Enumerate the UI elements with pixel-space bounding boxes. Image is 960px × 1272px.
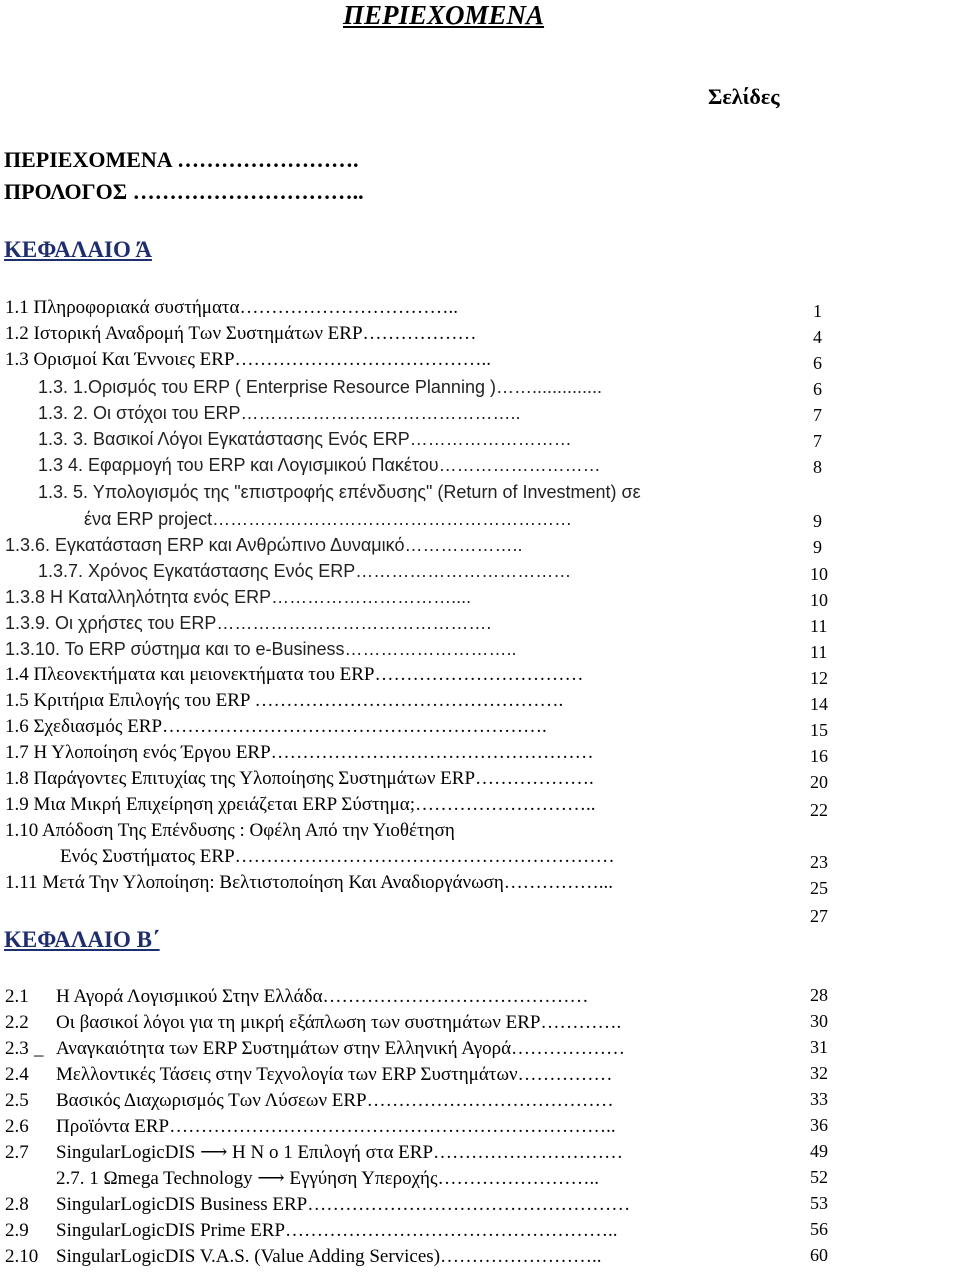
toc-entry[interactable]: Αναγκαιότητα των ERP Συστημάτων στην Ελληνική Αγορά……………… bbox=[56, 1038, 626, 1059]
toc-entry[interactable]: 1.1 Πληροφοριακά συστήματα…………………………….. bbox=[5, 297, 459, 318]
toc-entry[interactable]: ένα ERP project…………………………………………………… bbox=[84, 509, 573, 529]
toc-page-number: 9 bbox=[813, 511, 822, 531]
toc-page-number: 6 bbox=[813, 379, 822, 399]
toc-page-number: 11 bbox=[810, 616, 828, 636]
toc-page-number: 8 bbox=[813, 457, 822, 477]
toc-entry[interactable]: 1.3. 1.Ορισμός του ERP ( Enterprise Resource Planning )…….............. bbox=[38, 377, 602, 397]
toc-entry-number: 2.6 bbox=[5, 1116, 29, 1137]
toc-entry-number: 2.9 bbox=[5, 1220, 29, 1241]
toc-page-number: 16 bbox=[810, 746, 828, 766]
toc-page-number: 56 bbox=[810, 1219, 828, 1239]
toc-page-number: 10 bbox=[810, 590, 828, 610]
toc-entry[interactable]: Μελλοντικές Τάσεις στην Τεχνολογία των ERP Συστημάτων…………… bbox=[56, 1064, 613, 1085]
toc-page-number: 52 bbox=[810, 1167, 828, 1187]
toc-entry[interactable]: 1.3 4. Εφαρμογή του ERP και Λογισμικού Πακέτου……………………… bbox=[38, 455, 601, 475]
chapter-a-heading: ΚΕΦΑΛΑΙΟ Ά bbox=[4, 237, 152, 262]
toc-page-number: 60 bbox=[810, 1245, 828, 1265]
toc-page-number: 4 bbox=[813, 327, 822, 347]
toc-page-number: 36 bbox=[810, 1115, 828, 1135]
toc-entry[interactable]: Προϊόντα ERP…………………………………………………………….. bbox=[56, 1116, 616, 1137]
toc-page-number: 9 bbox=[813, 537, 822, 557]
toc-page-number: 53 bbox=[810, 1193, 828, 1213]
toc-entry[interactable]: SingularLogicDIS ⟶ H N o 1 Επιλογή στα ERP………………………… bbox=[56, 1142, 624, 1163]
toc-entry[interactable]: 1.9 Μια Μικρή Επιχείρηση χρειάζεται ERP Σύστημα;……………………….. bbox=[5, 794, 596, 815]
toc-entry[interactable]: 1.4 Πλεονεκτήματα και μειονεκτήματα του ERP…………………………… bbox=[5, 664, 584, 685]
toc-entry[interactable]: 1.11 Μετά Την Υλοποίηση: Βελτιστοποίηση Και Αναδιοργάνωση……………... bbox=[5, 872, 614, 893]
toc-entry[interactable]: 1.8 Παράγοντες Επιτυχίας της Υλοποίησης Συστημάτων ERP………………. bbox=[5, 768, 594, 789]
toc-entry[interactable]: 1.10 Απόδοση Της Επένδυσης : Οφέλη Από την Υιοθέτηση bbox=[5, 820, 455, 841]
toc-entry[interactable]: SingularLogicDIS V.A.S. (Value Adding Services)…………………….. bbox=[56, 1246, 602, 1267]
toc-page-number: 11 bbox=[810, 642, 828, 662]
toc-front-entry[interactable]: ΠΡΟΛΟΓΟΣ ………………………….. bbox=[4, 179, 364, 204]
toc-page-number: 6 bbox=[813, 353, 822, 373]
toc-entry-number: 2.8 bbox=[5, 1194, 29, 1215]
page-title: ΠΕΡΙΕΧΟΜΕΝΑ bbox=[343, 0, 545, 30]
toc-page-number: 14 bbox=[810, 694, 828, 714]
toc-entry[interactable]: 1.3.6. Εγκατάσταση ERP και Ανθρώπινο Δυναμικό……………….. bbox=[5, 535, 523, 555]
toc-entry[interactable]: Ενός Συστήματος ERP…………………………………………………… bbox=[60, 846, 615, 867]
toc-entry-number: 2.10 bbox=[5, 1246, 39, 1267]
toc-page-number: 20 bbox=[810, 772, 828, 792]
toc-entry[interactable]: 1.7 Η Υλοποίηση ενός Έργου ERP…………………………………………… bbox=[5, 742, 594, 763]
pages-column-header: Σελίδες bbox=[708, 84, 780, 109]
toc-page-number: 7 bbox=[813, 431, 822, 451]
toc-entry[interactable]: Βασικός Διαχωρισμός Των Λύσεων ERP………………………………… bbox=[56, 1090, 614, 1111]
toc-page-number: 10 bbox=[810, 564, 828, 584]
toc-entry[interactable]: 1.5 Κριτήρια Επιλογής του ERP …………………………………………. bbox=[5, 690, 564, 711]
toc-page-number: 32 bbox=[810, 1063, 828, 1083]
toc-entry-number: 2.4 bbox=[5, 1064, 29, 1085]
toc-page-number: 33 bbox=[810, 1089, 828, 1109]
toc-page-number: 12 bbox=[810, 668, 828, 688]
toc-entry-number: 2.7 bbox=[5, 1142, 29, 1163]
toc-front-entry[interactable]: ΠΕΡΙΕΧΟΜΕΝΑ ……………………. bbox=[4, 147, 359, 172]
toc-entry[interactable]: 1.3.10. Το ERP σύστημα και το e-Business……………………….. bbox=[5, 639, 517, 659]
toc-entry[interactable]: 1.3. 2. Οι στόχοι του ERP……………………………………….. bbox=[38, 403, 521, 423]
toc-entry-number: 2.5 bbox=[5, 1090, 29, 1111]
toc-page-number: 28 bbox=[810, 985, 828, 1005]
toc-entry[interactable]: 1.3 Ορισμοί Και Έννοιες ERP………………………………….. bbox=[5, 349, 492, 370]
toc-entry-number-underscore: _ bbox=[34, 1038, 44, 1059]
toc-page-number: 1 bbox=[813, 301, 822, 321]
toc-entry-number: 2.3 bbox=[5, 1038, 29, 1059]
toc-entry[interactable]: SingularLogicDIS Business ERP…………………………………………… bbox=[56, 1194, 631, 1215]
toc-page-number: 23 bbox=[810, 852, 828, 872]
toc-page-number: 15 bbox=[810, 720, 828, 740]
toc-page-number: 7 bbox=[813, 405, 822, 425]
toc-entry-number: 2.1 bbox=[5, 986, 29, 1007]
toc-page-number: 49 bbox=[810, 1141, 828, 1161]
toc-entry[interactable]: 1.2 Ιστορική Αναδρομή Των Συστημάτων ERP……………… bbox=[5, 323, 477, 344]
toc-entry[interactable]: 1.3. 5. Υπολογισμός της "επιστροφής επένδυσης" (Return of Investment) σε bbox=[38, 482, 641, 502]
toc-entry[interactable]: 1.3.8 Η Καταλληλότητα ενός ERP………………………….... bbox=[5, 587, 472, 607]
toc-page-number: 30 bbox=[810, 1011, 828, 1031]
toc-page-number: 27 bbox=[810, 906, 828, 926]
toc-entry[interactable]: 1.3.9. Οι χρήστες του ERP………………………………………. bbox=[5, 613, 492, 633]
toc-entry[interactable]: SingularLogicDIS Prime ERP…………………………………………….. bbox=[56, 1220, 618, 1241]
toc-entry-number: 2.2 bbox=[5, 1012, 29, 1033]
chapter-b-heading: ΚΕΦΑΛΑΙΟ Β΄ bbox=[4, 927, 160, 952]
toc-entry[interactable]: 2.7. 1 Ωmega Technology ⟶ Εγγύηση Υπεροχής…………………….. bbox=[56, 1168, 599, 1189]
toc-entry[interactable]: 1.3.7. Χρόνος Εγκατάστασης Ενός ERP……………………………… bbox=[38, 561, 572, 581]
toc-page-number: 25 bbox=[810, 878, 828, 898]
toc-page-number: 22 bbox=[810, 800, 828, 820]
toc-entry[interactable]: 1.6 Σχεδιασμός ERP……………………………………………………. bbox=[5, 716, 547, 737]
toc-entry[interactable]: Οι βασικοί λόγοι για τη μικρή εξάπλωση των συστημάτων ERP…………. bbox=[56, 1012, 622, 1033]
toc-entry[interactable]: 1.3. 3. Βασικοί Λόγοι Εγκατάστασης Ενός ERP……………………… bbox=[38, 429, 572, 449]
toc-entry[interactable]: Η Αγορά Λογισμικού Στην Ελλάδα…………………………………… bbox=[56, 986, 589, 1007]
toc-page-number: 31 bbox=[810, 1037, 828, 1057]
